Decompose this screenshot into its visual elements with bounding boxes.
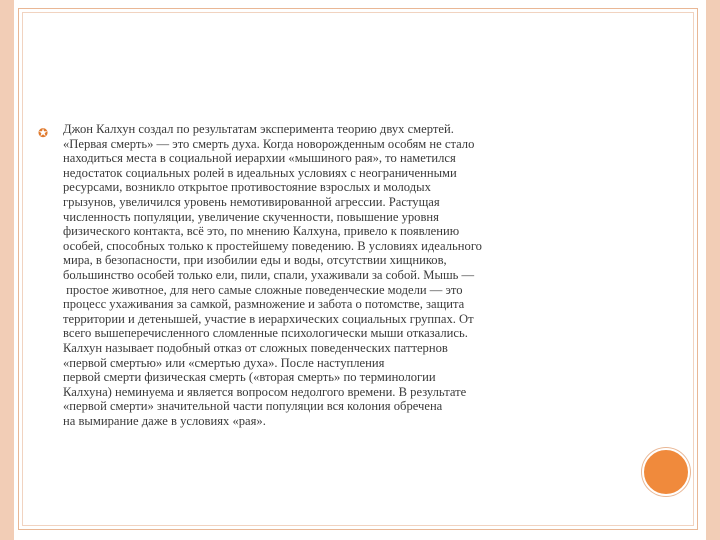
slide-body-text: Джон Калхун создал по результатам эксперимента теорию двух смертей. «Первая смерть» — это смерть духа. Когда новорожденным особям не стало находиться места в социальной иерархии «мышиного рая», то наметился недостаток социальных ролей в идеальных условиях с неограниченными ресурсами, возникло открытое противостояние взрослых и молодых грызунов, увеличился уровень немотивированной агрессии. Растущая численность популяции, увеличение скученности, повышение уровня физического контакта, всё это, по мнению Калхуна, привело к появлению особей, способных только к простейшему поведению. В условиях идеального мира, в безопасности, при изобилии еды и воды, отсутствии хищников, большинство особей только ели, пили, спали, ухаживали за собой. Мышь — простое животное, для него самые сложные поведенческие модели — это процесс ухаживания за самкой, размножение и забота о потомстве, защита территории и детенышей, участие в иерархических социальных группах. От всего вышеперечисленного сломленные психологически мыши отказались. Калхун называет подобный отказ от сложных поведенческих паттернов «первой смертью» или «смертью духа». После наступления первой смерти физическая смерть («вторая смерть» по терминологии Калхуна) неминуема и является вопросом недолгого времени. В результате «первой смерти» значительной части популяции вся колония обречена на вымирание даже в условиях «рая». bbox=[63, 122, 482, 428]
decorative-circle bbox=[642, 448, 690, 496]
right-border-strip bbox=[706, 0, 720, 540]
left-border-strip bbox=[0, 0, 14, 540]
bullet-icon: ✪ bbox=[38, 126, 49, 140]
